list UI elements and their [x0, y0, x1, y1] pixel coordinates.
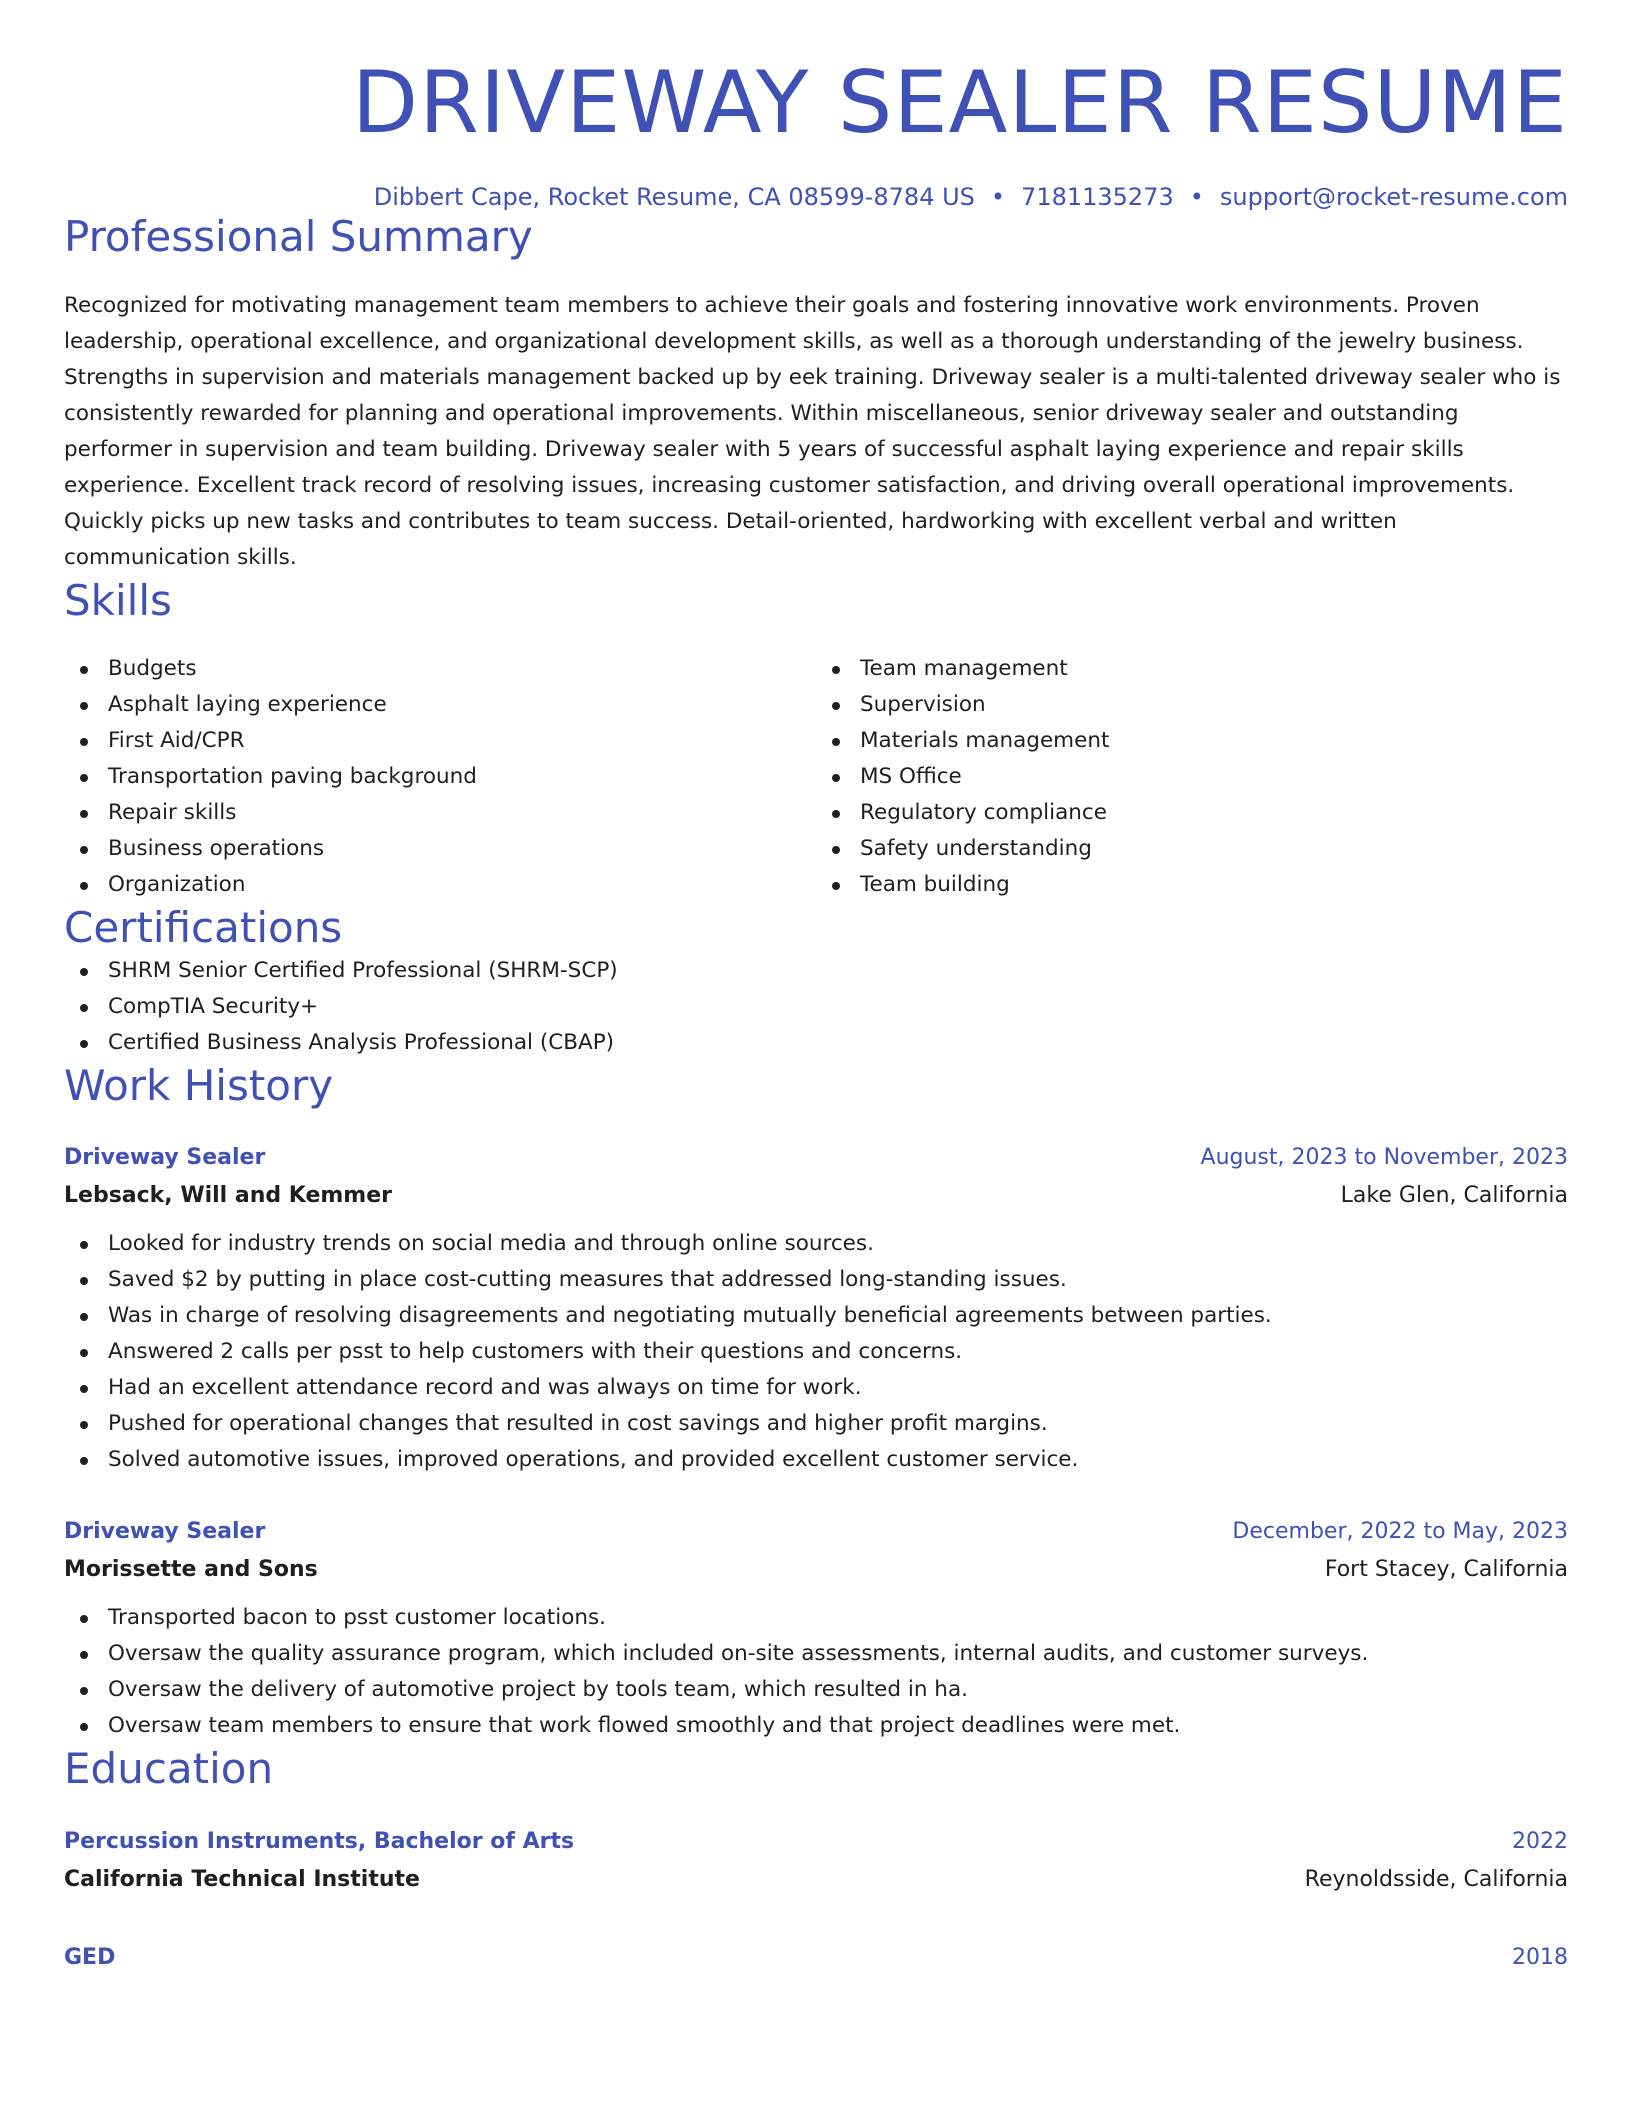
skill-item: MS Office	[816, 759, 1568, 795]
skills-heading: Skills	[64, 576, 172, 626]
job-bullet: Looked for industry trends on social media and through online sources.	[64, 1226, 1568, 1262]
skill-item: Repair skills	[64, 795, 816, 831]
certification-item: Certified Business Analysis Professional (CBAP)	[64, 1025, 1568, 1061]
contact-separator: •	[990, 183, 1006, 212]
job-bullet: Transported bacon to psst customer locations.	[64, 1600, 1568, 1636]
skill-item: Safety understanding	[816, 831, 1568, 867]
certification-item: CompTIA Security+	[64, 989, 1568, 1025]
job-entry	[64, 1514, 1568, 1744]
education-entry	[64, 1940, 1568, 1976]
education-heading: Education	[64, 1743, 274, 1793]
skill-item: Supervision	[816, 687, 1568, 723]
job-header-row	[64, 1514, 1568, 1550]
contact-address: Dibbert Cape, Rocket Resume, CA 08599-8784 US	[373, 183, 975, 212]
certifications-heading: Certifications	[64, 902, 343, 952]
certifications-list	[64, 953, 1568, 1061]
job-dates: August, 2023 to November, 2023	[1200, 1144, 1568, 1170]
education-year: 2018	[1512, 1944, 1568, 1970]
skills-list-left	[64, 651, 816, 903]
education-school-row	[64, 1860, 1568, 1900]
skill-item: Asphalt laying experience	[64, 687, 816, 723]
job-bullets	[64, 1600, 1568, 1744]
education-school: California Technical Institute	[64, 1866, 420, 1892]
job-bullet: Answered 2 calls per psst to help customers with their questions and concerns.	[64, 1334, 1568, 1370]
certification-item: SHRM Senior Certified Professional (SHRM-SCP)	[64, 953, 1568, 989]
education-degree: GED	[64, 1944, 116, 1970]
job-location: Fort Stacey, California	[1324, 1556, 1568, 1582]
contact-phone: 7181135273	[1021, 183, 1174, 212]
job-bullet: Oversaw the delivery of automotive project by tools team, which resulted in ha.	[64, 1672, 1568, 1708]
education-year: 2022	[1512, 1828, 1568, 1854]
work-history-heading: Work History	[64, 1061, 334, 1111]
summary-text: Recognized for motivating management team members to achieve their goals and fostering innovative work environments. Proven leadership, operational excellence, and organizational development skills, as well as a thorough understanding of the jewelry business. Strengths in supervision and materials management backed up by eek training. Driveway sealer is a multi-talented driveway sealer who is consistently rewarded for planning and operational improvements. Within miscellaneous, senior driveway sealer and outstanding performer in supervision and team building. Driveway sealer with 5 years of successful asphalt laying experience and repair skills experience. Excellent track record of resolving issues, increasing customer satisfaction, and driving overall operational improvements. Quickly picks up new tasks and contributes to team success. Detail-oriented, hardworking with excellent verbal and written communication skills.	[64, 293, 1561, 571]
summary-heading: Professional Summary	[64, 211, 533, 261]
job-entry	[64, 1140, 1568, 1478]
job-dates: December, 2022 to May, 2023	[1232, 1518, 1568, 1544]
education-location: Reynoldsside, California	[1304, 1866, 1568, 1892]
job-bullet: Oversaw the quality assurance program, which included on-site assessments, internal audits, and customer surveys.	[64, 1636, 1568, 1672]
skill-item: First Aid/CPR	[64, 723, 816, 759]
contact-line	[64, 183, 1568, 212]
skill-item: Team building	[816, 867, 1568, 903]
job-header-row	[64, 1140, 1568, 1176]
contact-email: support@rocket-resume.com	[1219, 183, 1568, 212]
skill-item: Team management	[816, 651, 1568, 687]
job-company-row	[64, 1176, 1568, 1216]
skill-item: Materials management	[816, 723, 1568, 759]
job-location: Lake Glen, California	[1340, 1182, 1568, 1208]
skill-item: Business operations	[64, 831, 816, 867]
job-company-row	[64, 1550, 1568, 1590]
skills-list-right	[816, 651, 1568, 903]
job-title: Driveway Sealer	[64, 1518, 266, 1544]
contact-separator: •	[1189, 183, 1204, 212]
resume-title: DRIVEWAY SEALER RESUME	[351, 53, 1568, 153]
job-bullet: Oversaw team members to ensure that work flowed smoothly and that project deadlines were met.	[64, 1708, 1568, 1744]
job-company: Lebsack, Will and Kemmer	[64, 1182, 392, 1208]
job-bullet: Solved automotive issues, improved operations, and provided excellent customer service.	[64, 1442, 1568, 1478]
job-bullets	[64, 1226, 1568, 1478]
job-bullet: Was in charge of resolving disagreements and negotiating mutually beneficial agreements between parties.	[64, 1298, 1568, 1334]
job-title: Driveway Sealer	[64, 1144, 266, 1170]
education-header-row	[64, 1824, 1568, 1860]
job-bullet: Had an excellent attendance record and was always on time for work.	[64, 1370, 1568, 1406]
skill-item: Transportation paving background	[64, 759, 816, 795]
skill-item: Organization	[64, 867, 816, 903]
education-entry	[64, 1824, 1568, 1900]
education-header-row	[64, 1940, 1568, 1976]
education-degree: Percussion Instruments, Bachelor of Arts	[64, 1828, 575, 1854]
job-bullet: Saved $2 by putting in place cost-cutting measures that addressed long-standing issues.	[64, 1262, 1568, 1298]
job-company: Morissette and Sons	[64, 1556, 318, 1582]
job-bullet: Pushed for operational changes that resulted in cost savings and higher profit margins.	[64, 1406, 1568, 1442]
skills-columns	[64, 651, 1568, 903]
skill-item: Regulatory compliance	[816, 795, 1568, 831]
skill-item: Budgets	[64, 651, 816, 687]
